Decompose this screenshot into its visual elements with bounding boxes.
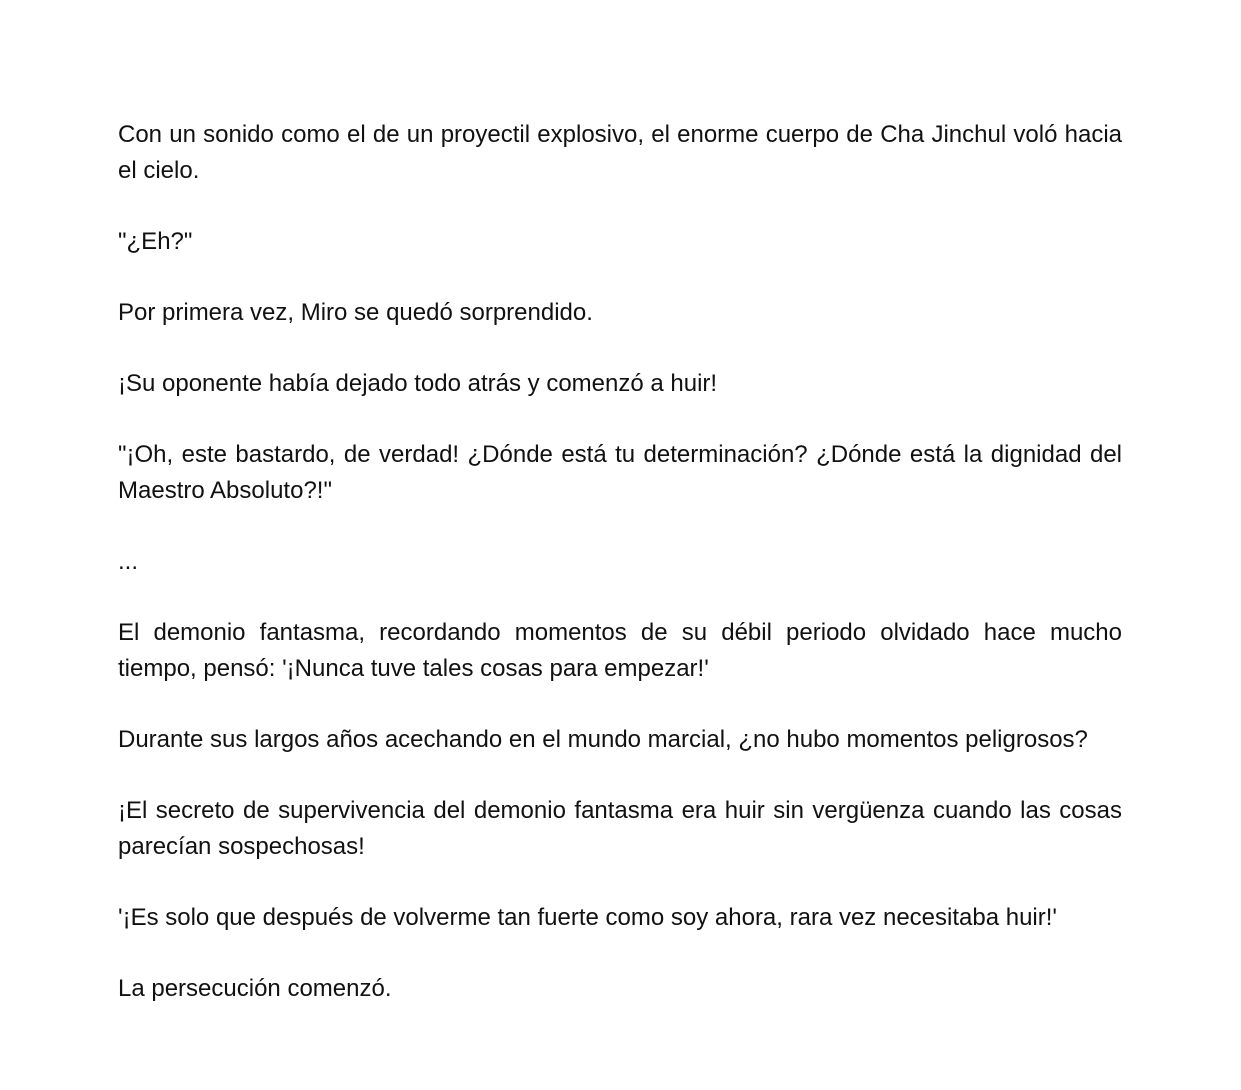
paragraph: '¡Es solo que después de volverme tan fuerte como soy ahora, rara vez necesitaba huir!': [118, 904, 1057, 931]
paragraph: ¡Su oponente había dejado todo atrás y comenzó a huir!: [118, 370, 718, 397]
paragraph: El demonio fantasma, recordando momentos de su débil periodo olvidado hace mucho tiempo, pensó: '¡Nunca tuve tales cosas para empezar!': [118, 619, 1129, 682]
paragraph: Con un sonido como el de un proyectil explosivo, el enorme cuerpo de Cha Jinchul voló hacia el cielo.: [118, 121, 1129, 184]
paragraph: ¡El secreto de supervivencia del demonio fantasma era huir sin vergüenza cuando las cosas parecían sospechosas!: [118, 797, 1129, 860]
paragraph: ...: [118, 548, 139, 575]
paragraph: La persecución comenzó.: [118, 975, 392, 1002]
paragraph: Por primera vez, Miro se quedó sorprendido.: [118, 299, 593, 326]
paragraph: "¿Eh?": [118, 228, 193, 255]
paragraph: "¡Oh, este bastardo, de verdad! ¿Dónde está tu determinación? ¿Dónde está la dignidad del Maestro Absoluto?!": [118, 441, 1129, 504]
document-body: [118, 117, 1129, 1042]
paragraph: Durante sus largos años acechando en el mundo marcial, ¿no hubo momentos peligrosos?: [118, 726, 1088, 753]
